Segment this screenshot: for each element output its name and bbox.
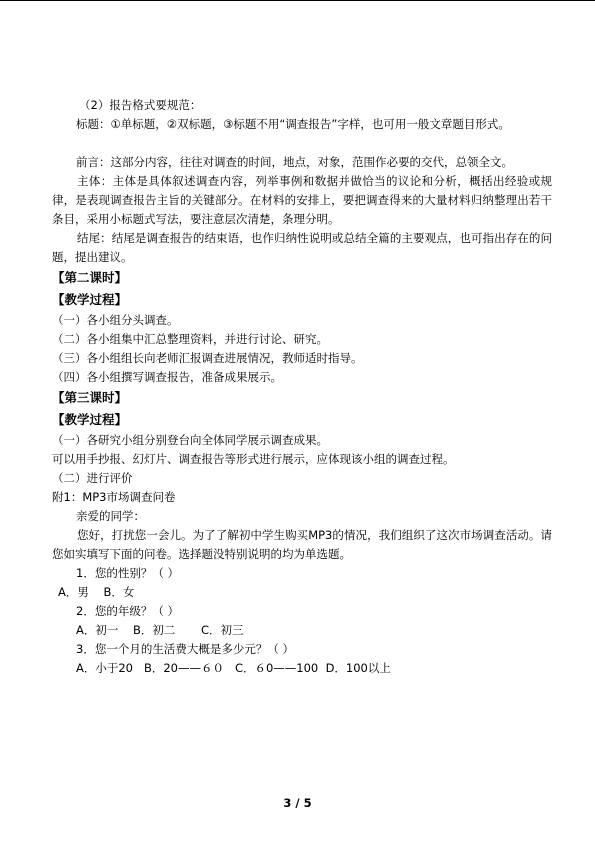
spacer [52, 134, 552, 153]
lesson3-heading: 【第三课时】 [52, 390, 128, 405]
body-requirement: 主体：主体是具体叙述调查内容，列举事例和数据并做恰当的议论和分析，概括出经验或规律，是表现调查报告主旨的关键部分。在材料的安排上，要把调查得来的大量材料归纳整理出若干条目，采用小标题式写法，要注意层次清楚，条理分明。 [52, 174, 552, 226]
preface-requirement: 前言：这部分内容，往往对调查的时间，地点，对象，范围作必要的交代，总领全文。 [76, 155, 513, 169]
document-body [52, 96, 552, 678]
header-rule [0, 0, 595, 1]
survey-question: 3．您一个月的生活费大概是多少元？（ ） [76, 642, 294, 656]
survey-intro: 您好，打扰您一会儿。为了了解初中学生购买MP3的情况，我们组织了这次市场调查活动。请您如实填写下面的问卷。选择题没特别说明的均为单选题。 [52, 528, 552, 561]
survey-question: 1．您的性别？（ ） [76, 566, 179, 580]
lesson2-step: （三）各小组组长向老师汇报调查进展情况，教师适时指导。 [52, 351, 363, 365]
ending-requirement: 结尾：结尾是调查报告的结束语，也作归纳性说明或总结全篇的主要观点，也可指出存在的问题，提出建议。 [52, 231, 552, 264]
lesson3-step-detail: 可以用手抄报、幻灯片、调查报告等形式进行展示，应体现该小组的调查过程。 [52, 452, 455, 466]
lesson2-process-heading: 【教学过程】 [52, 292, 128, 307]
lesson2-heading: 【第二课时】 [52, 270, 128, 285]
title-requirement: 标题：①单标题，②双标题，③标题不用“调查报告”字样，也可用一般文章题目形式。 [76, 117, 510, 131]
lesson3-step: （一）各研究小组分别登台向全体同学展示调查成果。 [52, 433, 328, 447]
survey-question: 2．您的年级？（ ） [76, 604, 179, 618]
lesson3-step: （二）进行评价 [52, 471, 133, 485]
survey-options: A．男 B．女 [58, 585, 135, 599]
lesson2-step: （二）各小组集中汇总整理资料，并进行讨论、研究。 [52, 332, 328, 346]
appendix-title: 附1：MP3市场调查问卷 [52, 490, 176, 504]
survey-options: A．初一 B．初二 C．初三 [76, 623, 244, 637]
survey-greeting: 亲爱的同学： [76, 509, 145, 523]
lesson2-step: （一）各小组分头调查。 [52, 313, 179, 327]
lesson3-process-heading: 【教学过程】 [52, 412, 128, 427]
page-number: 3 / 5 [283, 796, 312, 810]
survey-options: A．小于20 B．20——６０ C．６0——100 D．100以上 [76, 661, 391, 675]
lesson2-step: （四）各小组撰写调查报告，准备成果展示。 [52, 370, 282, 384]
format-heading: （2）报告格式要规范： [79, 98, 202, 112]
